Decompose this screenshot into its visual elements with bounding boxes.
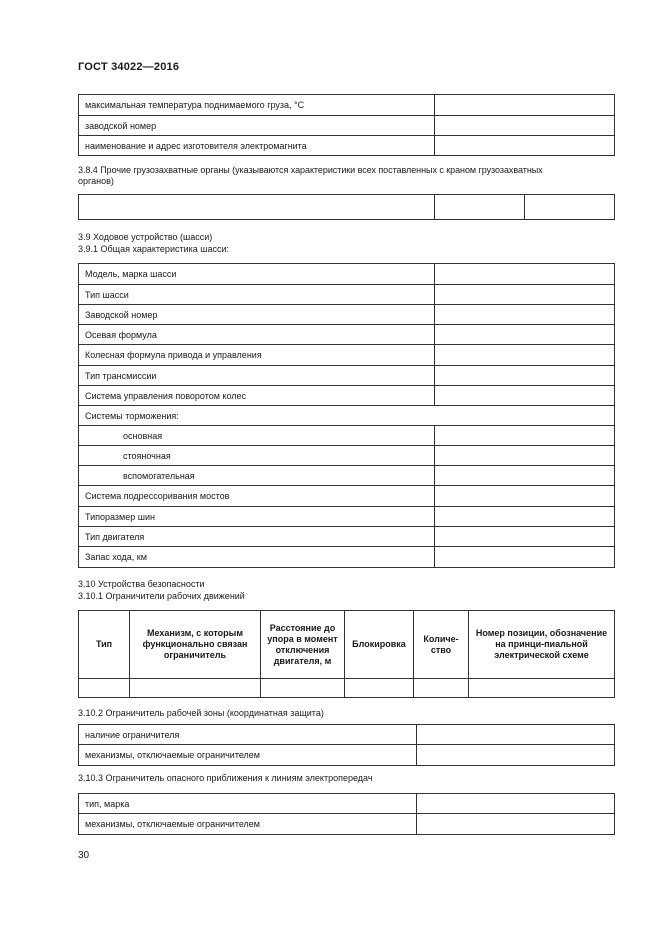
value-cell[interactable]: [435, 95, 615, 116]
value-cell[interactable]: [79, 195, 435, 220]
section-3-10-3-title: 3.10.3 Ограничитель опасного приближения к линиям электропередач: [78, 773, 373, 783]
table-row: [79, 366, 615, 386]
value-cell[interactable]: [435, 305, 615, 325]
page-number: 30: [78, 850, 90, 861]
row-label: наличие ограничителя: [79, 725, 417, 745]
value-cell[interactable]: [435, 325, 615, 345]
table-row: [79, 136, 615, 156]
table-header-row: [79, 611, 615, 679]
row-label: механизмы, отключаемые ограничителем: [79, 745, 417, 766]
value-cell[interactable]: [435, 195, 525, 220]
value-cell[interactable]: [435, 345, 615, 366]
value-cell[interactable]: [435, 466, 615, 486]
table-row: [79, 466, 615, 486]
value-cell[interactable]: [525, 195, 615, 220]
value-cell[interactable]: [435, 386, 615, 406]
row-label: Тип двигателя: [79, 527, 435, 547]
table-row: [79, 426, 615, 446]
row-label: Система подрессоривания мостов: [79, 486, 435, 507]
electromagnet-table: [78, 94, 615, 156]
row-label: вспомогательная: [79, 466, 435, 486]
row-label: Заводской номер: [79, 305, 435, 325]
table-row: [79, 386, 615, 406]
row-label: Системы торможения:: [79, 406, 615, 426]
table-row: [79, 95, 615, 116]
value-cell[interactable]: [435, 426, 615, 446]
section-3-10-1-title: 3.10.1 Ограничители рабочих движений: [78, 591, 245, 601]
row-label: Типоразмер шин: [79, 507, 435, 527]
row-label: Модель, марка шасси: [79, 264, 435, 285]
value-cell[interactable]: [435, 264, 615, 285]
value-cell[interactable]: [469, 679, 615, 698]
value-cell[interactable]: [435, 527, 615, 547]
value-cell[interactable]: [417, 725, 615, 745]
table-row: [79, 116, 615, 136]
document-header: ГОСТ 34022—2016: [78, 61, 180, 73]
section-3-10-title: 3.10 Устройства безопасности: [78, 579, 205, 589]
table-row: [79, 725, 615, 745]
value-cell[interactable]: [435, 116, 615, 136]
chassis-table: [78, 263, 615, 568]
table-row: [79, 745, 615, 766]
section-3-9-title: 3.9 Ходовое устройство (шасси): [78, 232, 213, 242]
value-cell[interactable]: [417, 745, 615, 766]
table-row: [79, 794, 615, 814]
table-row: [79, 527, 615, 547]
work-zone-limiter-table: [78, 724, 615, 766]
table-row: [79, 325, 615, 345]
section-3-8-4-line2: органов): [78, 176, 114, 186]
table-row: [79, 195, 615, 220]
value-cell[interactable]: [261, 679, 345, 698]
table-row: [79, 679, 615, 698]
row-label: механизмы, отключаемые ограничителем: [79, 814, 417, 835]
value-cell[interactable]: [435, 366, 615, 386]
value-cell[interactable]: [130, 679, 261, 698]
row-label: Система управления поворотом колес: [79, 386, 435, 406]
table-row: [79, 406, 615, 426]
value-cell[interactable]: [435, 507, 615, 527]
value-cell[interactable]: [435, 547, 615, 568]
table-row: [79, 814, 615, 835]
section-3-8-4-text: [78, 165, 618, 187]
motion-limiters-table: [78, 610, 615, 698]
column-header-quantity: Количе-ство: [414, 611, 469, 679]
value-cell[interactable]: [417, 794, 615, 814]
value-cell[interactable]: [435, 285, 615, 305]
power-line-limiter-table: [78, 793, 615, 835]
row-label: заводской номер: [79, 116, 435, 136]
section-3-9-1-title: 3.9.1 Общая характеристика шасси:: [78, 244, 230, 254]
column-header-mechanism: Механизм, с которым функционально связан ограничитель: [130, 611, 261, 679]
table-row: [79, 507, 615, 527]
table-row: [79, 305, 615, 325]
row-label: Запас хода, км: [79, 547, 435, 568]
table-row: [79, 264, 615, 285]
table-row: [79, 446, 615, 466]
column-header-distance: Расстояние до упора в момент отключения двигателя, м: [261, 611, 345, 679]
value-cell[interactable]: [345, 679, 414, 698]
section-3-8-4-line1: 3.8.4 Прочие грузозахватные органы (указываются характеристики всех поставленных с краном грузозахватных: [78, 165, 543, 175]
row-label: Осевая формула: [79, 325, 435, 345]
section-3-10-2-title: 3.10.2 Ограничитель рабочей зоны (координатная защита): [78, 708, 324, 718]
row-label: наименование и адрес изготовителя электромагнита: [79, 136, 435, 156]
row-label: Колесная формула привода и управления: [79, 345, 435, 366]
value-cell[interactable]: [79, 679, 130, 698]
table-row: [79, 486, 615, 507]
row-label: тип, марка: [79, 794, 417, 814]
row-label: Тип шасси: [79, 285, 435, 305]
value-cell[interactable]: [414, 679, 469, 698]
column-header-position: Номер позиции, обозначение на принци-пиальной электрической схеме: [469, 611, 615, 679]
value-cell[interactable]: [435, 446, 615, 466]
column-header-blocking: Блокировка: [345, 611, 414, 679]
row-label: Тип трансмиссии: [79, 366, 435, 386]
row-label: максимальная температура поднимаемого груза, °C: [79, 95, 435, 116]
row-label: основная: [79, 426, 435, 446]
column-header-type: Тип: [79, 611, 130, 679]
value-cell[interactable]: [435, 486, 615, 507]
value-cell[interactable]: [417, 814, 615, 835]
table-row: [79, 285, 615, 305]
table-row: [79, 345, 615, 366]
value-cell[interactable]: [435, 136, 615, 156]
table-row: [79, 547, 615, 568]
row-label: стояночная: [79, 446, 435, 466]
other-grippers-table: [78, 194, 615, 220]
